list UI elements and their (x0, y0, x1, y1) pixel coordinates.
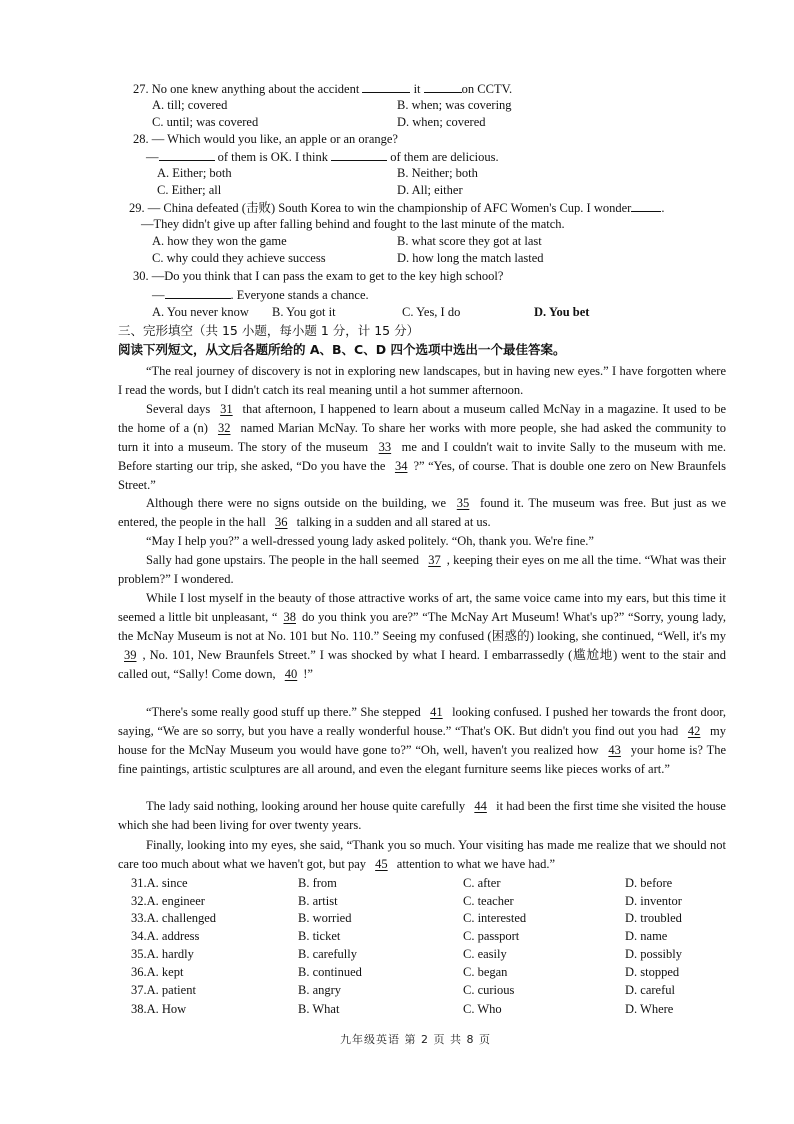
question-29-stem-end: . (661, 201, 665, 215)
text: named Marian McNay. To share her works with more people, she had asked the community to turn it into a museum. The story of the museum (118, 420, 727, 454)
question-27-stem-c: on CCTV. (461, 82, 513, 96)
text: ?” “Yes, of course. That is double one zero on New Braunfels Street.” (118, 458, 726, 492)
question-27-option-a: A. till; covered (152, 98, 228, 112)
option-35-a: 35.A. hardly (131, 947, 194, 961)
blank-36: 36 (274, 514, 288, 529)
blank-45: 45 (375, 856, 388, 871)
blank-37: 37 (428, 553, 441, 567)
text: found it. The museum was free. But just as we entered, the people in the hall (118, 496, 727, 529)
option-32-c: C. teacher (463, 894, 514, 908)
options-37 (131, 983, 751, 1001)
question-30-response (152, 286, 752, 304)
option-37-c: C. curious (463, 983, 515, 997)
text: Sally had gone upstairs. The people in the hall seemed (146, 553, 419, 567)
option-31-d: D. before (625, 876, 673, 890)
option-33-d: D. troubled (625, 911, 682, 925)
question-29-option-a: A. how they won the game (152, 234, 287, 248)
question-30-text: . Everyone stands a chance. (230, 288, 369, 302)
option-36-d: D. stopped (625, 965, 680, 979)
passage-paragraph-5 (118, 551, 726, 589)
question-27 (133, 80, 733, 98)
question-28-option-d: D. All; either (397, 183, 463, 197)
question-29-response: —They didn't give up after falling behind and fought to the last minute of the match. (141, 217, 565, 231)
blank-33: 33 (378, 439, 392, 454)
question-30-option-c: C. Yes, I do (402, 305, 461, 319)
blank (159, 148, 215, 161)
option-33-c: C. interested (463, 911, 527, 925)
option-32-d: D. inventor (625, 894, 682, 908)
text: !” (303, 666, 313, 681)
question-30-option-b: B. You got it (272, 305, 336, 319)
options-36 (131, 965, 751, 983)
text: While I lost myself in the beauty of those attractive works of art, the same voice came into my ears, but this time it seemed a little bit unpleasant, “ (118, 591, 726, 624)
text: , No. 101, New Braunfels Street.” I was shocked by what I heard. I embarrassedly (尴尬地) went to the stair and called out, “Sally! Come down, (118, 647, 726, 681)
option-34-b: B. ticket (298, 929, 341, 943)
question-28-text-b: of them are delicious. (387, 150, 499, 164)
blank-38: 38 (283, 609, 296, 624)
option-32-b: B. artist (298, 894, 338, 908)
option-35-c: C. easily (463, 947, 507, 961)
option-32-a: 32.A. engineer (131, 894, 205, 908)
option-35-b: B. carefully (298, 947, 358, 961)
option-34-d: D. name (625, 929, 668, 943)
option-37-a: 37.A. patient (131, 983, 196, 997)
blank (362, 80, 410, 93)
text: “There's some really good stuff up there.” She stepped (146, 705, 421, 719)
blank-43: 43 (608, 742, 621, 757)
text: Several days (146, 402, 211, 416)
blank-41: 41 (430, 705, 443, 719)
question-29-stem: 29. — China defeated (击败) South Korea to win the championship of AFC Women's Cup. I wonder (129, 201, 632, 215)
question-28-dash: — (146, 150, 159, 164)
text: Finally, looking into my eyes, she said, “Thank you so much. Your visiting has made me realize that we should not care too much about what we haven't got, but pay (118, 838, 726, 871)
text: The lady said nothing, looking around her house quite carefully (146, 799, 466, 813)
option-38-b: B. What (298, 1002, 340, 1016)
passage-paragraph-7 (118, 703, 726, 779)
question-27-stem-a: 27. No one knew anything about the accident (133, 82, 363, 96)
question-28-response (146, 148, 746, 166)
question-28-option-a: A. Either; both (157, 166, 232, 180)
question-30-option-d: D. You bet (534, 305, 590, 319)
blank-39: 39 (124, 647, 137, 662)
option-38-a: 38.A. How (131, 1002, 187, 1016)
option-36-b: B. continued (298, 965, 362, 979)
option-31-c: C. after (463, 876, 501, 890)
option-31-b: B. from (298, 876, 337, 890)
blank-44: 44 (474, 799, 487, 813)
blank (424, 80, 462, 93)
passage-paragraph-6 (118, 589, 726, 684)
option-33-a: 33.A. challenged (131, 911, 217, 925)
blank-34: 34 (394, 458, 408, 473)
question-27-option-c: C. until; was covered (152, 115, 259, 129)
question-27-stem-b: it (410, 82, 424, 96)
question-29-option-b: B. what score they got at last (397, 234, 542, 248)
option-34-c: C. passport (463, 929, 520, 943)
blank-32: 32 (217, 420, 231, 435)
section-instruction: 阅读下列短文，从文后各题所给的 A、B、C、D 四个选项中选出一个最佳答案。 (118, 342, 566, 357)
option-34-a: 34.A. address (131, 929, 200, 943)
text: looking confused. I pushed her towards the front door, saying, “We are so sorry, but you have a really wonderful house.” “That's OK. But didn't you find out you had (118, 705, 727, 738)
option-37-d: D. careful (625, 983, 675, 997)
question-28: 28. — Which would you like, an apple or an orange? (133, 132, 398, 146)
text: it had been the first time she visited the house which she had been living for over twenty years. (118, 799, 726, 832)
text: do you think you are?” “The McNay Art Museum! What's up?” “Sorry, young lady, the McNay Museum is not at No. 101 but No. 110.” Seeing my confused (困惑的) looking, she continued, “Well, it's my (118, 609, 726, 643)
passage-paragraph-1: “The real journey of discovery is not in exploring new landscapes, but in having new eyes.” I have forgotten where I read the words, but I didn't catch its real meaning until a hot summer afternoon. (118, 364, 726, 397)
option-36-a: 36.A. kept (131, 965, 184, 979)
text: , keeping their eyes on me all the time. “What was their problem?” I wondered. (118, 553, 727, 586)
question-30-option-a: A. You never know (152, 305, 249, 319)
text: my house for the McNay Museum you would have gone to?” “Oh, well, haven't you realized how (118, 723, 727, 757)
options-31 (131, 876, 751, 894)
question-27-option-b: B. when; was covering (397, 98, 512, 112)
question-30: 30. —Do you think that I can pass the exam to get to the key high school? (133, 269, 504, 283)
blank (165, 286, 231, 299)
options-38 (131, 1002, 751, 1020)
options-32 (131, 894, 751, 912)
passage-paragraph-3 (118, 494, 726, 532)
page-footer: 九年级英语 第 2 页 共 8 页 (340, 1033, 491, 1046)
option-33-b: B. worried (298, 911, 352, 925)
question-27-option-d: D. when; covered (397, 115, 486, 129)
option-36-c: C. began (463, 965, 508, 979)
question-29 (129, 199, 729, 217)
options-34 (131, 929, 751, 947)
option-37-b: B. angry (298, 983, 342, 997)
question-29-option-d: D. how long the match lasted (397, 251, 544, 265)
question-28-text-a: of them is OK. I think (214, 150, 332, 164)
passage-paragraph-4: “May I help you?” a well-dressed young lady asked politely. “Oh, thank you. We're fine.” (146, 534, 594, 548)
text: Although there were no signs outside on the building, we (146, 496, 447, 510)
blank-31: 31 (220, 402, 233, 416)
section-title: 三、完形填空（共 15 小题，每小题 1 分，计 15 分） (118, 323, 420, 338)
text: that afternoon, I happened to learn about a museum called McNay in a magazine. It used to be the home of a (n) (118, 402, 727, 435)
text: talking in a sudden and all stared at us. (296, 514, 491, 529)
options-35 (131, 947, 751, 965)
option-38-c: C. Who (463, 1002, 502, 1016)
question-28-option-c: C. Either; all (157, 183, 222, 197)
question-30-dash: — (152, 288, 165, 302)
option-35-d: D. possibly (625, 947, 682, 961)
text: me and I couldn't wait to invite Sally to the museum with me. Before starting our trip, she asked, “Do you have the (118, 439, 727, 473)
question-29-option-c: C. why could they achieve success (152, 251, 326, 265)
passage-paragraph-2 (118, 400, 726, 495)
blank-40: 40 (284, 666, 298, 681)
blank (331, 148, 387, 161)
question-28-option-b: B. Neither; both (397, 166, 478, 180)
blank (631, 199, 661, 212)
blank-42: 42 (687, 723, 701, 738)
passage-paragraph-8 (118, 797, 726, 835)
option-31-a: 31.A. since (131, 876, 188, 890)
options-33 (131, 911, 751, 929)
option-38-d: D. Where (625, 1002, 674, 1016)
passage-paragraph-9 (118, 836, 726, 874)
text: attention to what we have had.” (396, 856, 556, 871)
text: your home is? The fine paintings, artistic sculptures are all around, and even the elegant furniture seems like pieces works of art.” (118, 742, 727, 776)
blank-35: 35 (456, 496, 470, 510)
